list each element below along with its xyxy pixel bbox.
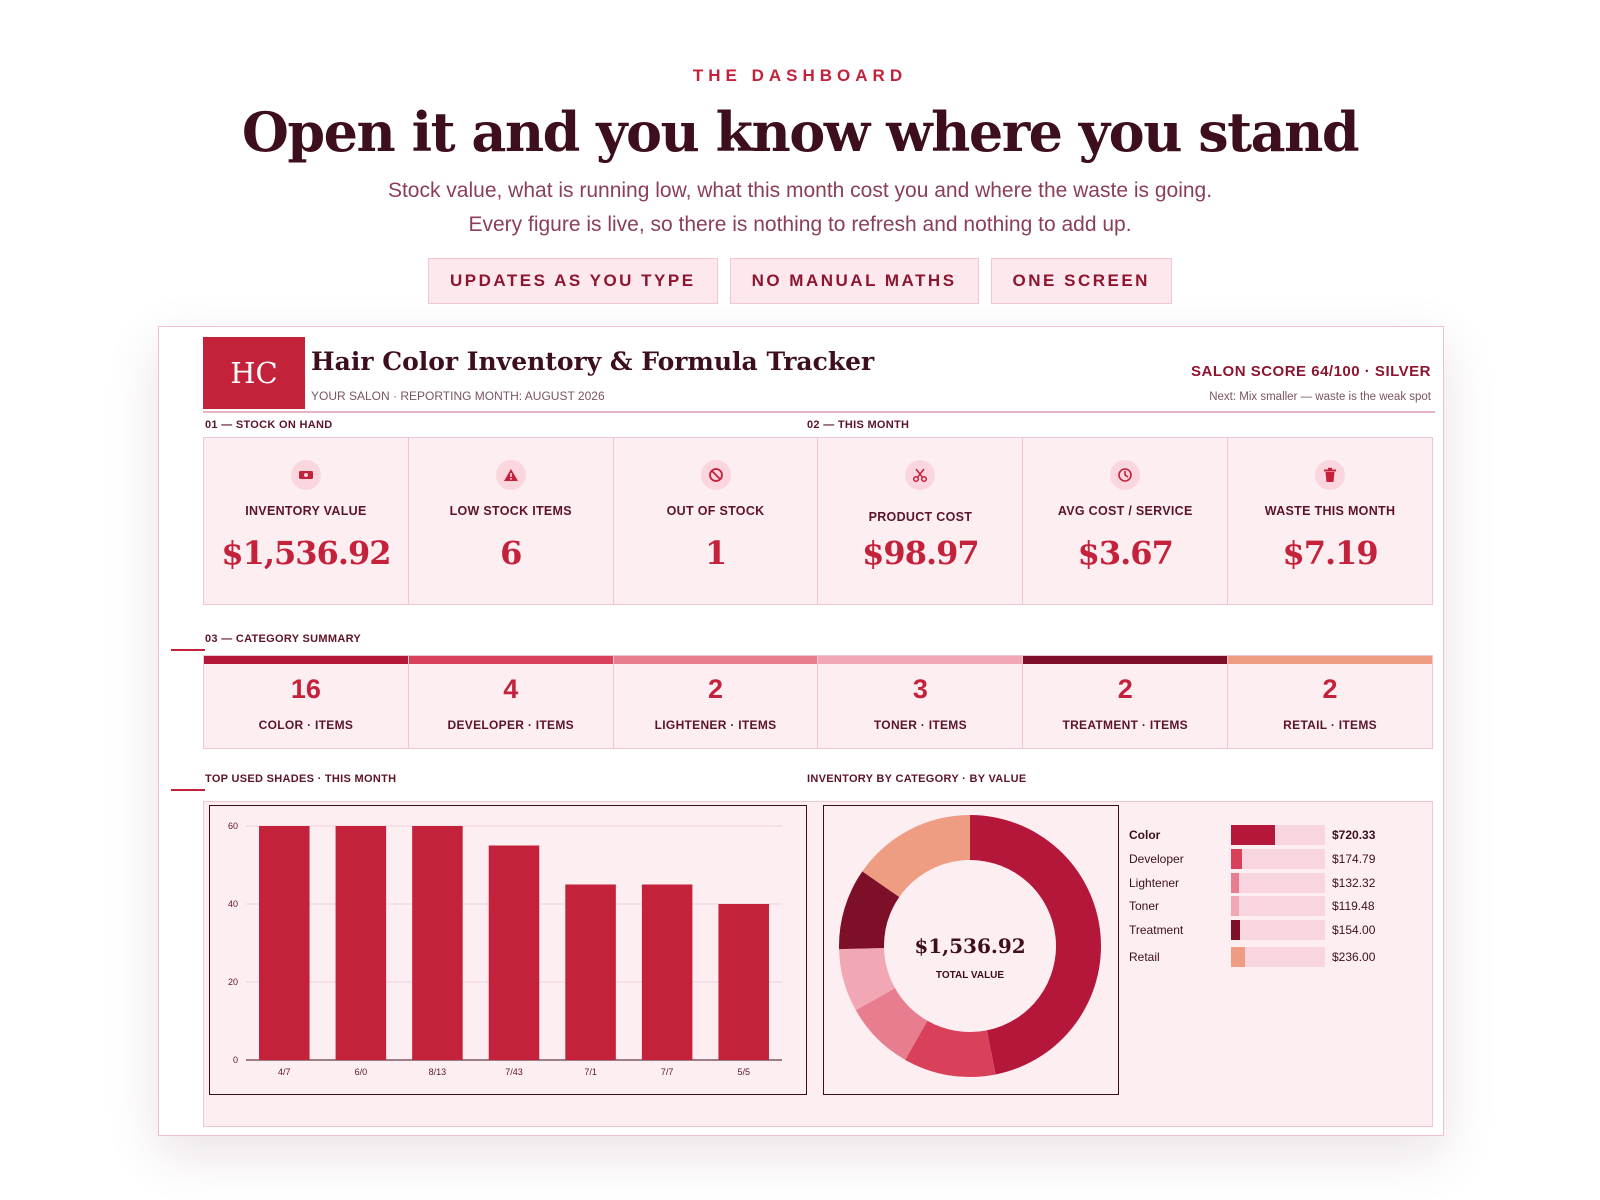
section-inventory-label: INVENTORY BY CATEGORY · BY VALUE <box>807 773 1027 785</box>
legend-value: $132.32 <box>1332 876 1376 890</box>
hero-eyebrow: THE DASHBOARD <box>692 66 908 85</box>
legend-row <box>1129 896 1429 918</box>
kpi-value: $1,536.92 <box>221 534 391 572</box>
category-toner <box>818 656 1023 748</box>
cash-icon <box>291 460 321 490</box>
y-tick-label: 60 <box>227 821 238 831</box>
bar <box>336 826 387 1060</box>
legend-row <box>1129 849 1429 871</box>
kpi-label: PRODUCT COST <box>868 510 973 524</box>
kpi-label: INVENTORY VALUE <box>245 504 367 518</box>
hero-subline: Stock value, what is running low, what this month cost you and where the waste is going. Every figure is live, so there is nothing to refresh and nothing to add up. <box>387 179 1213 236</box>
legend-bar-track <box>1231 873 1325 893</box>
block-icon <box>701 460 731 490</box>
legend-bar-fill <box>1231 873 1239 893</box>
dashboard-title: Hair Color Inventory & Formula Tracker <box>311 347 875 376</box>
category-label: TONER · ITEMS <box>873 718 967 732</box>
legend-row <box>1129 825 1429 847</box>
category-color <box>204 656 409 748</box>
category-lightener <box>614 656 819 748</box>
kpi-value: $3.67 <box>1077 534 1173 572</box>
dashboard-subtitle: YOUR SALON · REPORTING MONTH: AUGUST 2026 <box>311 389 605 403</box>
inventory-donut-chart <box>823 805 1119 1095</box>
category-color-bar <box>204 656 408 664</box>
scissors-icon <box>905 460 935 490</box>
pill-updates: UPDATES AS YOU TYPE <box>428 258 718 304</box>
kpi-label: WASTE THIS MONTH <box>1264 504 1396 518</box>
legend-bar-fill <box>1231 947 1245 967</box>
warning-icon <box>496 460 526 490</box>
legend-bar-track <box>1231 947 1325 967</box>
bar <box>259 826 310 1060</box>
x-tick-label: 6/0 <box>354 1067 368 1077</box>
legend-bar-fill <box>1231 920 1240 940</box>
section-stock-label: 01 — STOCK ON HAND <box>205 419 333 431</box>
category-label: DEVELOPER · ITEMS <box>447 718 574 732</box>
category-summary <box>203 655 1433 749</box>
pill-one-screen: ONE SCREEN <box>991 258 1172 304</box>
x-tick-label: 5/5 <box>737 1067 750 1077</box>
category-count: 2 <box>708 674 724 704</box>
legend-value: $174.79 <box>1332 852 1376 866</box>
category-color-bar <box>1228 656 1432 664</box>
category-label: RETAIL · ITEMS <box>1283 718 1377 732</box>
legend-bar-track <box>1231 896 1325 916</box>
salon-score: SALON SCORE 64/100 · SILVER <box>1191 363 1431 380</box>
kpi-label: LOW STOCK ITEMS <box>449 504 572 518</box>
category-count: 16 <box>290 674 321 704</box>
next-tip: Next: Mix smaller — waste is the weak spot <box>1209 391 1431 403</box>
donut-total-label: TOTAL VALUE <box>935 970 1005 981</box>
legend-value: $154.00 <box>1332 923 1376 937</box>
legend-label: Treatment <box>1129 923 1184 937</box>
kpi-waste <box>1228 438 1432 604</box>
kpi-label: OUT OF STOCK <box>666 504 765 518</box>
legend-bar-track <box>1231 920 1325 940</box>
category-treatment <box>1023 656 1228 748</box>
legend-label: Retail <box>1129 950 1160 964</box>
legend-row <box>1129 873 1429 895</box>
category-developer <box>409 656 614 748</box>
category-label: LIGHTENER · ITEMS <box>654 718 777 732</box>
bar <box>489 846 540 1061</box>
section-categories-label: 03 — CATEGORY SUMMARY <box>205 633 362 645</box>
legend-bar-fill <box>1231 825 1275 845</box>
section-accent-line <box>171 789 205 791</box>
kpi-out-of-stock <box>614 438 819 604</box>
legend-value: $720.33 <box>1332 828 1376 842</box>
legend-label: Color <box>1129 828 1161 842</box>
kpi-value: $98.97 <box>862 534 979 572</box>
bar <box>565 885 616 1061</box>
kpi-avg-cost <box>1023 438 1228 604</box>
kpi-value: $7.19 <box>1282 534 1378 572</box>
bar <box>412 826 463 1060</box>
header-divider <box>203 411 1435 413</box>
kpi-value: 1 <box>704 534 727 572</box>
y-tick-label: 40 <box>227 899 238 909</box>
category-count: 2 <box>1117 674 1133 704</box>
x-tick-label: 7/1 <box>584 1067 597 1077</box>
section-top-shades-label: TOP USED SHADES · THIS MONTH <box>205 773 397 785</box>
category-label: COLOR · ITEMS <box>258 718 354 732</box>
x-tick-label: 8/13 <box>428 1067 447 1077</box>
bar <box>718 904 769 1060</box>
donut-total-value: $1,536.92 <box>914 934 1026 958</box>
category-retail <box>1228 656 1432 748</box>
y-tick-label: 0 <box>232 1055 238 1065</box>
kpi-row <box>203 437 1433 605</box>
trash-icon <box>1315 460 1345 490</box>
category-color-bar <box>818 656 1022 664</box>
top-shades-chart <box>209 805 807 1095</box>
bar-chart-svg <box>210 806 805 1093</box>
x-tick-label: 7/7 <box>660 1067 674 1077</box>
donut-chart-svg <box>824 806 1117 1093</box>
kpi-inventory-value <box>204 438 409 604</box>
legend-label: Toner <box>1129 899 1160 913</box>
legend-bar-fill <box>1231 849 1242 869</box>
section-month-label: 02 — THIS MONTH <box>807 419 910 431</box>
kpi-label: AVG COST / SERVICE <box>1057 504 1193 518</box>
bar <box>642 885 693 1061</box>
legend-label: Developer <box>1129 852 1184 866</box>
x-tick-label: 7/43 <box>505 1067 523 1077</box>
category-color-bar <box>409 656 613 664</box>
kpi-value: 6 <box>500 534 522 572</box>
category-count: 2 <box>1322 674 1338 704</box>
y-tick-label: 20 <box>227 977 238 987</box>
legend-label: Lightener <box>1129 876 1180 890</box>
kpi-low-stock <box>409 438 614 604</box>
legend-value: $236.00 <box>1332 950 1376 964</box>
category-color-bar <box>614 656 818 664</box>
legend-bar-track <box>1231 825 1325 845</box>
category-color-bar <box>1023 656 1227 664</box>
legend-row <box>1129 920 1429 942</box>
legend-bar-fill <box>1231 896 1239 916</box>
legend-value: $119.48 <box>1332 899 1375 913</box>
x-tick-label: 4/7 <box>278 1067 291 1077</box>
clock-icon <box>1110 460 1140 490</box>
legend-row <box>1129 947 1429 969</box>
pill-no-maths: NO MANUAL MATHS <box>730 258 979 304</box>
hero-headline: Open it and you know where you stand <box>241 100 1359 164</box>
dashboard-frame <box>158 326 1444 1136</box>
category-count: 3 <box>912 674 928 704</box>
kpi-product-cost <box>818 438 1023 604</box>
logo: HC <box>203 337 305 409</box>
feature-pills <box>0 258 1600 304</box>
category-label: TREATMENT · ITEMS <box>1062 718 1188 732</box>
category-count: 4 <box>503 674 519 704</box>
legend-bar-track <box>1231 849 1325 869</box>
section-accent-line <box>171 649 205 651</box>
